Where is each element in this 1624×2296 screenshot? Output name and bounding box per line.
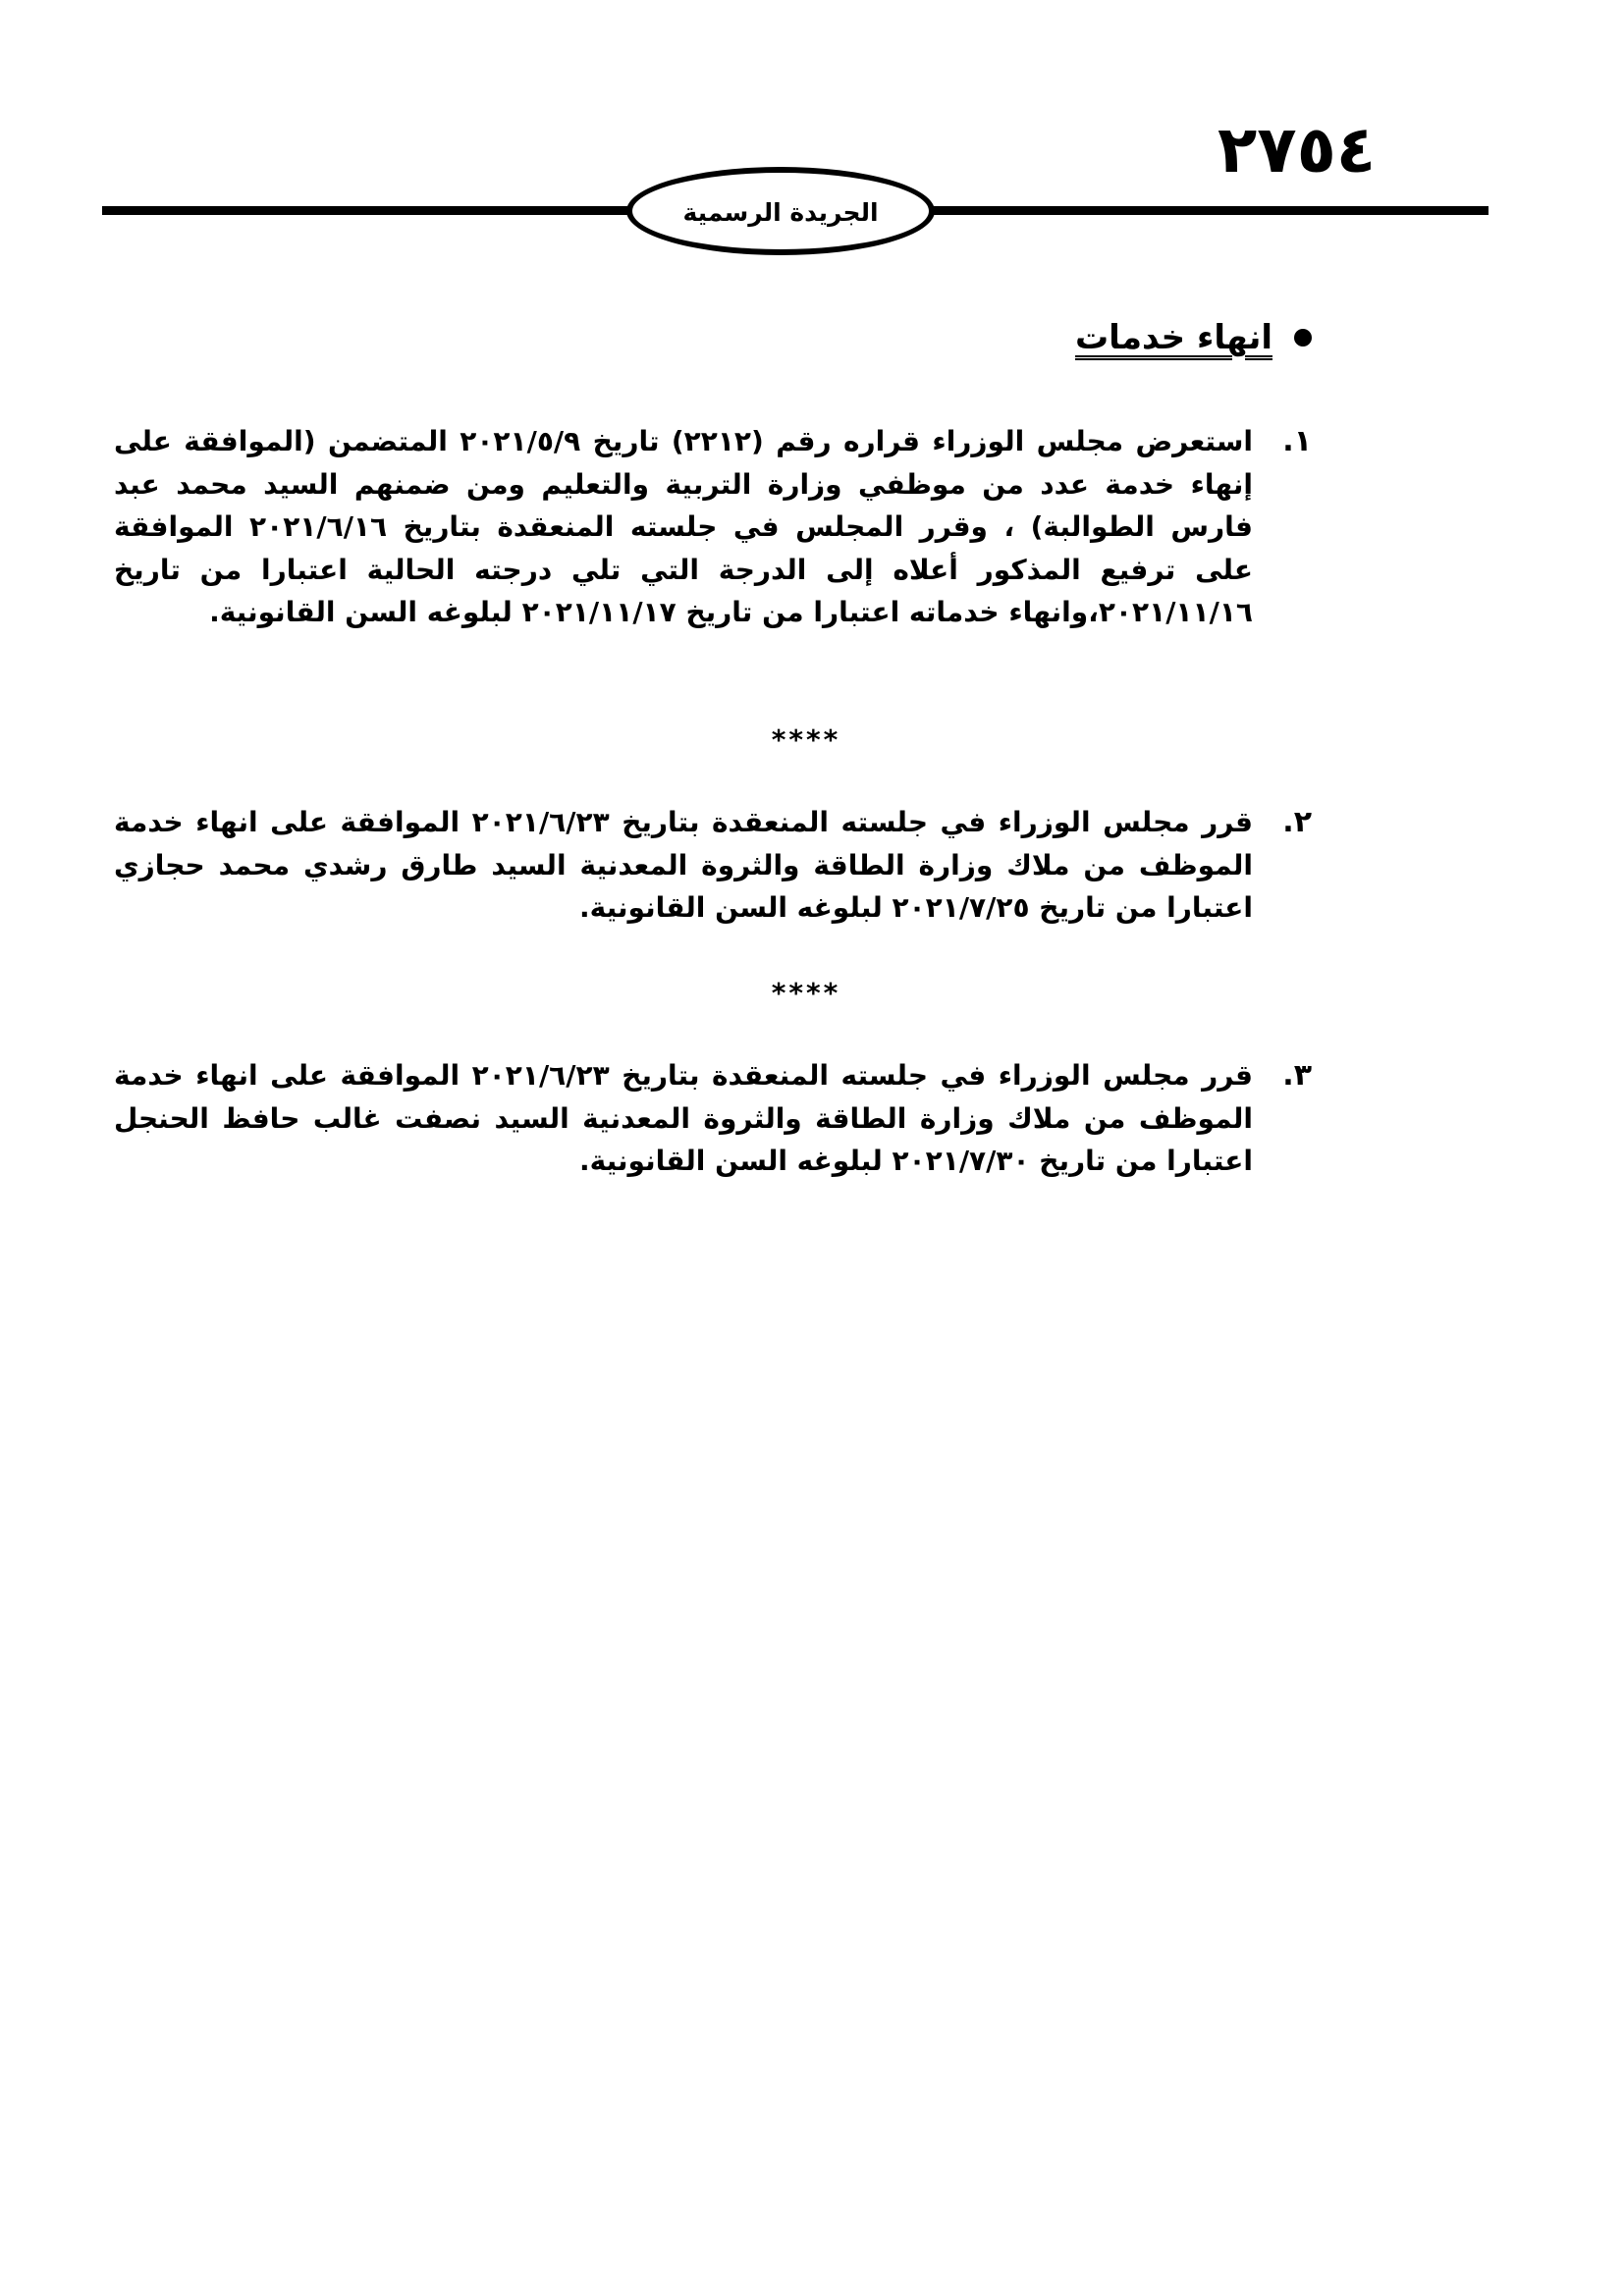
list-item xyxy=(114,801,1312,930)
item-text: استعرض مجلس الوزراء قراره رقم (٢٢١٢) تاريخ ٢٠٢١/٥/٩ المتضمن (الموافقة على إنهاء خدمة عدد من موظفي وزارة التربية والتعليم ومن ضمنهم السيد محمد عبد فارس الطوالبة) ، وقرر المجلس في جلسته المنعقدة بتاريخ ٢٠٢١/٦/١٦ الموافقة على ترفيع المذكور أعلاه إلى الدرجة التي تلي درجته الحالية اعتبارا من تاريخ ٢٠٢١/١١/١٦،وانهاء خدماته اعتبارا من تاريخ ٢٠٢١/١١/١٧ لبلوغه السن القانونية. xyxy=(114,425,1253,628)
bullet-icon xyxy=(1294,329,1312,347)
page-number: ٢٧٥٤ xyxy=(1218,112,1377,187)
item-number: ٢. xyxy=(1282,805,1312,839)
item-text: قرر مجلس الوزراء في جلسته المنعقدة بتاريخ ٢٠٢١/٦/٢٣ الموافقة على انهاء خدمة الموظف من ملاك وزارة الطاقة والثروة المعدنية السيد نصفت غالب حافظ الحنجل اعتبارا من تاريخ ٢٠٢١/٧/٣٠ لبلوغه السن القانونية. xyxy=(114,1059,1253,1177)
publication-title: الجريدة الرسمية xyxy=(682,198,879,227)
list-item xyxy=(114,1054,1312,1183)
section-heading xyxy=(1075,316,1312,359)
item-text: قرر مجلس الوزراء في جلسته المنعقدة بتاريخ ٢٠٢١/٦/٢٣ الموافقة على انهاء خدمة الموظف من ملاك وزارة الطاقة والثروة المعدنية السيد طارق رشدي محمد حجازي اعتبارا من تاريخ ٢٠٢١/٧/٢٥ لبلوغه السن القانونية. xyxy=(114,806,1253,924)
publication-title-oval xyxy=(626,167,935,255)
separator: **** xyxy=(771,723,841,756)
list-item xyxy=(114,420,1312,634)
section-title: انهاء خدمات xyxy=(1075,318,1272,357)
item-number: ٣. xyxy=(1282,1058,1312,1093)
item-number: ١. xyxy=(1282,424,1312,458)
separator: **** xyxy=(771,977,841,1009)
